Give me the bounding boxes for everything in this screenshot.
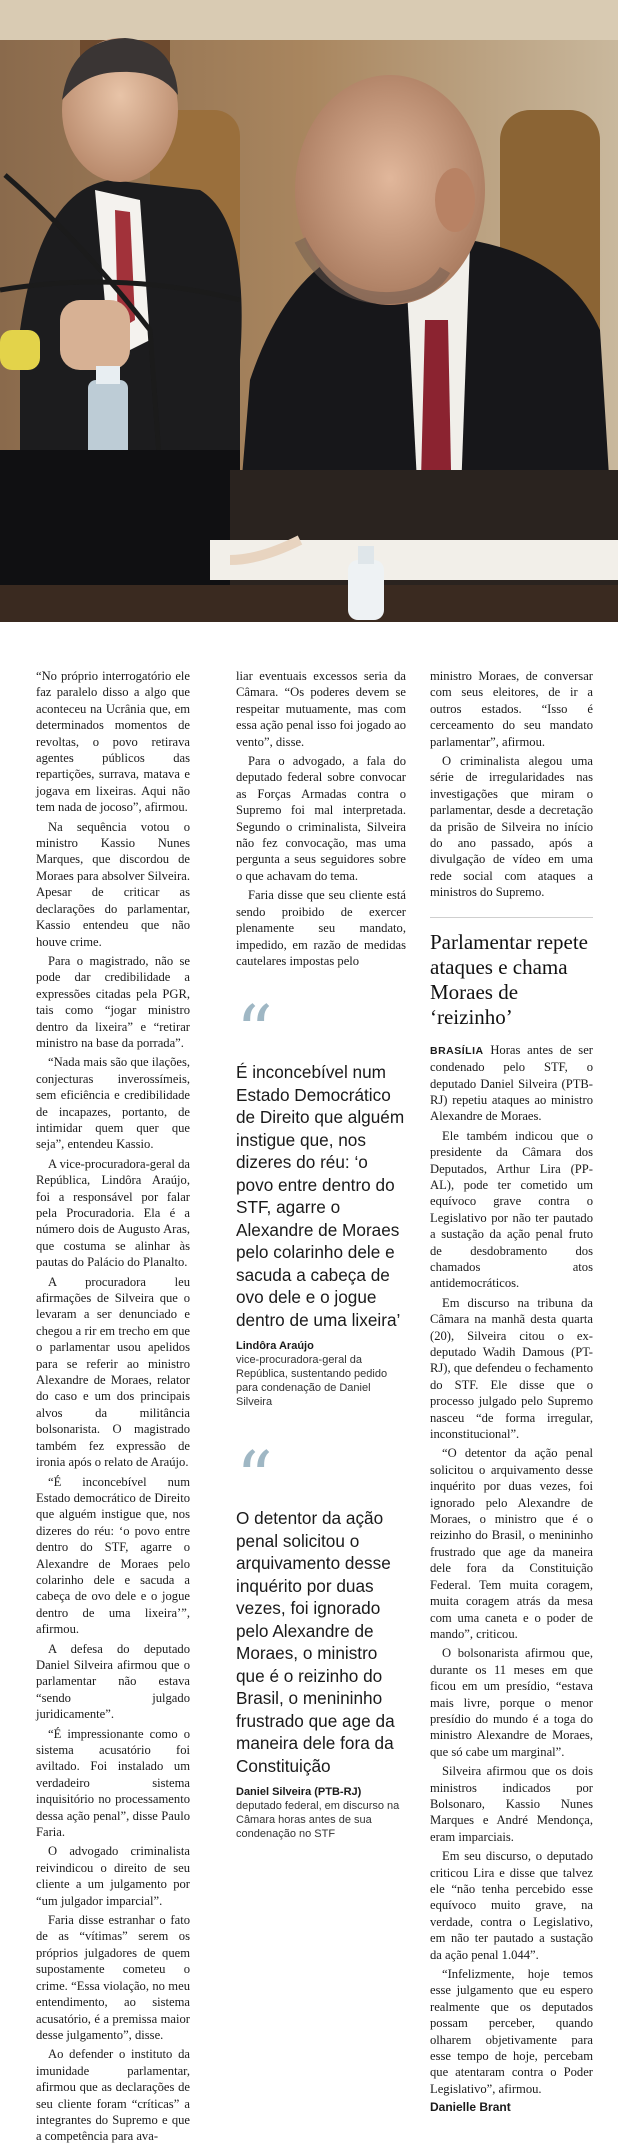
pull-quote-author: Daniel Silveira (PTB-RJ)	[236, 1786, 362, 1799]
paragraph: Silveira afirmou que os dois ministros indicados por Bolsonaro, Kassio Nunes Marques e André Mendonça, eram imparciais.	[430, 1764, 593, 1844]
pull-quote-text: É inconcebível num Estado Democrático de Direito que alguém instigue que, nos dizeres do réu: ‘o povo entre dentro do STF, agarre o Alexandre de Moraes pelo colarinho dele e sacuda a cabeça de ovo dele e o jogue dentro de uma lixeira’	[236, 1062, 405, 1330]
paragraph: A procuradora leu afirmações de Silveira que o levaram a ser denunciado e chegou a rir em trecho em que o parlamentar usou apelidos para se referir ao ministro Alexandre de Moraes, relator do caso e um dos principais alvos da militância bolsonarista. O magistrado também fez expressão de ironia após o relato de Araújo.	[36, 1274, 190, 1470]
news-photo	[0, 0, 618, 622]
paragraph: “O detentor da ação penal solicitou o arquivamento desse inquérito por duas vezes, foi ignorado pelo Alexandre de Moraes, o ministro que é o reizinho do Brasil, o menininho frustrado que age da maneira dele fora da Constituição Federal. Tem muita coragem, muita coragem atrás da mesa com uma caneta e o poder de mando”, criticou.	[430, 1446, 593, 1641]
photo-two-judges-icon	[0, 0, 618, 622]
paragraph: Em discurso na tribuna da Câmara na manhã desta quarta (20), Silveira citou o ex-deputado Wadih Damous (PT-RJ), que defendeu o fechamento do STF. Ele disse que o processo julgado pelo Supremo nasceu “de forma irregular, inconstitucional”.	[430, 1295, 593, 1442]
paragraph: “É inconcebível num Estado democrático de Direito que alguém instigue que, nos dizeres do réu: ‘o povo entre dentro do STF, agarre o Alexandre de Moraes pelo colarinho dele e sacuda a cabeça de ovo dele e o jogue dentro de uma lixeira’”, afirmou.	[36, 1474, 190, 1637]
paragraph: Em seu discurso, o deputado criticou Lira e disse que talvez ele “não tenha percebido esse equívoco muito grave, na verdade, contra o Legislativo, em não ter pautado a sustação da ação penal 1.044”.	[430, 1849, 593, 1962]
paragraph: O bolsonarista afirmou que, durante os 11 meses em que ficou em um presídio, “estava mais livre, porque o menor presídio do mundo é a toga do ministro Alexandre de Moraes, que só cabe um marginal”.	[430, 1646, 593, 1759]
dateline: BRASÍLIA	[430, 1044, 484, 1057]
lead-paragraph	[430, 1042, 593, 1125]
paragraph: O criminalista alegou uma série de irregularidades nas investigações que miram o parlamentar, desde a decretação da prisão de Silveira no início do ano passado, após a divulgação de vídeo em uma rede social com ataques a ministros do Supremo.	[430, 754, 593, 900]
paragraph: ministro Moraes, de conversar com seus eleitores, de ir a outros estados. “Isso é cerceamento do seu mandato parlamentar”, afirmou.	[430, 669, 593, 749]
paragraph: “No próprio interrogatório ele faz paralelo disso a algo que aconteceu na Ucrânia que, em determinados momentos de revoltas, o povo retirava agentes públicos das repartições, surrava, matava e jogava em lixeiras. Aqui não tem nada de jocoso”, afirmou.	[36, 669, 190, 815]
paragraph: Para o advogado, a fala do deputado federal sobre convocar as Forças Armadas contra o Supremo foi mal interpretada. Segundo o criminalista, Silveira não fez convocação, mas uma pergunta a seus seguidores sobre o que achavam do tema.	[236, 754, 406, 883]
paragraph: Faria disse estranhar o fato de as “vítimas” serem os próprios julgadores de quem supostamente cometeu o crime. “Essa violação, no meu entendimento, ao sistema acusatório, é a premissa maior desse julgamento”, disse.	[36, 1913, 190, 2042]
section-divider	[430, 917, 593, 918]
paragraph: “Nada mais são que ilações, conjecturas inverossímeis, sem eficiência e credibilidade de incapazes, portanto, de intimidar quem quer que seja”, entendeu Kassio.	[36, 1055, 190, 1152]
paragraph: liar eventuais excessos seria da Câmara. “Os poderes devem se respeitar mutuamente, mas com essa ação penal isso foi jogado ao vento”, disse.	[236, 669, 406, 749]
pull-quote-author: Lindôra Araújo	[236, 1340, 314, 1353]
paragraph: A vice-procuradora-geral da República, Lindôra Araújo, foi a responsável por falar pela Procuradoria. Ela é a número dois de Augusto Aras, que costuma se alinhar às pautas do Palácio do Planalto.	[36, 1156, 190, 1270]
section-subhead: Parlamentar repete ataques e chama Moraes de ‘reizinho’	[430, 929, 588, 1029]
paragraph: A defesa do deputado Daniel Silveira afirmou que o parlamentar não estava “sendo julgado juridicamente”.	[36, 1641, 190, 1722]
lead-text: Horas antes de ser condenado pelo STF, o deputado Daniel Silveira (PTB-RJ) repetiu ataques ao ministro Alexandre de Moraes.	[430, 1042, 593, 1124]
paragraph: “É impressionante como o sistema acusatório foi aviltado. Foi instalado um verdadeiro sistema inquisitório no processamento dessa ação penal”, disse Paulo Faria.	[36, 1726, 190, 1840]
article-column-3	[430, 668, 593, 2114]
paragraph: Faria disse que seu cliente está sendo proibido de exercer plenamente seu mandato, impedido, em razão de medidas cautelares impostas pelo	[236, 888, 406, 968]
pull-quote-silveira	[236, 1436, 406, 1841]
paragraph: Ao defender o instituto da imunidade parlamentar, afirmou que as declarações de seu cliente foram “críticas” a integrantes do Supremo e que a competência para ava-	[36, 2047, 190, 2144]
byline: Danielle Brant	[430, 2100, 511, 2115]
quote-mark-icon: “	[236, 990, 269, 1075]
pull-quote-role: vice-procuradora-geral da República, sustentando pedido para condenação de Daniel Silveira	[236, 1354, 388, 1409]
pull-quote-text: O detentor da ação penal solicitou o arquivamento desse inquérito por duas vezes, foi ignorado pelo Alexandre de Moraes, o ministro que é o reizinho do Brasil, o menininho frustrado que age da maneira dele fora da Constituição	[236, 1508, 395, 1776]
article-column-1	[36, 668, 190, 2148]
pull-quote-lindora	[236, 990, 406, 1409]
paragraph: Ele também indicou que o presidente da Câmara dos Deputados, Arthur Lira (PP-AL), pode ter cometido um equívoco grave contra o Legislativo por não ter pautado a sustação da ação penal fruto de desdobramento dos chamados atos antidemocráticos.	[430, 1128, 593, 1291]
pull-quote-role: deputado federal, em discurso na Câmara horas antes de sua condenação no STF	[236, 1800, 400, 1841]
quote-mark-icon: “	[236, 1436, 269, 1521]
article-column-2	[236, 668, 406, 1841]
paragraph: “Infelizmente, hoje temos esse julgamento que eu espero realmente que os deputados possam perceber, quando olharem objetivamente para esse tempo de hoje, percebam que atentaram contra o Poder Legislativo”, afirmou.	[430, 1967, 593, 2096]
paragraph: O advogado criminalista reivindicou o direito de seu cliente a um julgamento por “um julgador imparcial”.	[36, 1844, 190, 1908]
paragraph: Para o magistrado, não se pode dar credibilidade a expressões citadas pela PGR, tais como “jogar ministro dentro da lixeira” e “retirar ministro na base da porrada”.	[36, 953, 190, 1050]
paragraph: Na sequência votou o ministro Kassio Nunes Marques, que discordou de Moraes para absolver Silveira. Apesar de criticar as declarações do parlamentar, Kassio entendeu que não houve crime.	[36, 819, 190, 949]
